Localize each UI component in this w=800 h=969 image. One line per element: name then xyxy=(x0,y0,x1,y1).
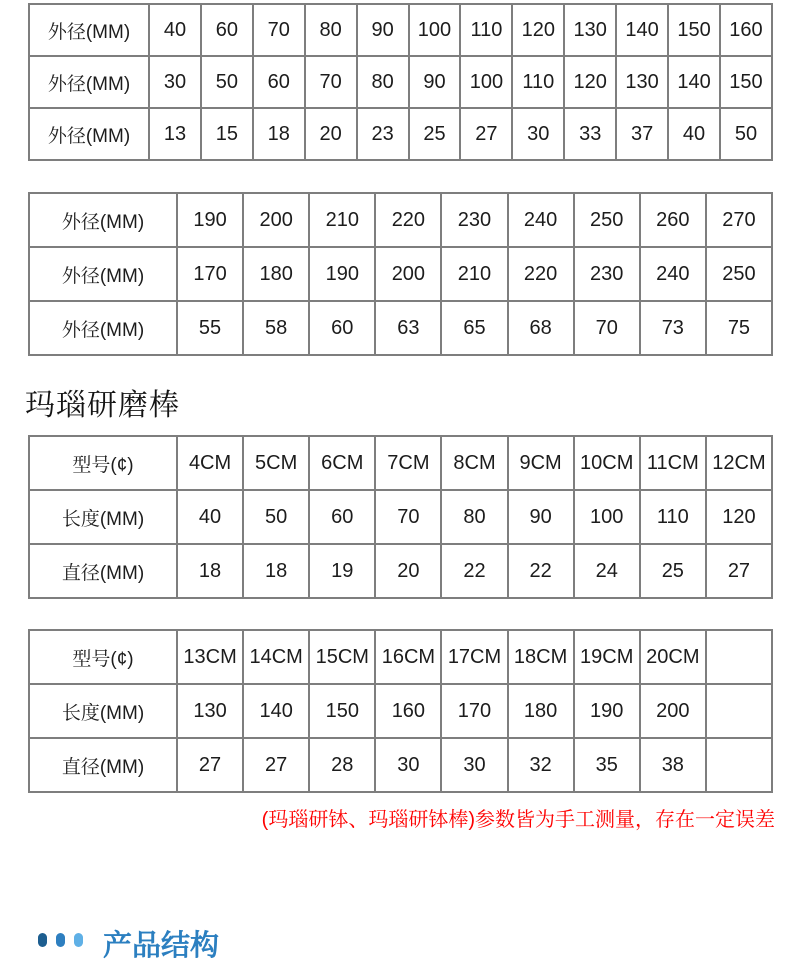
value-cell: 70 xyxy=(253,4,305,56)
pestle-size-table-1 xyxy=(28,435,773,599)
value-cell: 70 xyxy=(375,490,441,544)
row-header-cell: 长度(MM) xyxy=(29,490,177,544)
row-header-cell: 外径(MM) xyxy=(29,108,149,160)
value-cell: 200 xyxy=(640,684,706,738)
row-header-cell: 长度(MM) xyxy=(29,684,177,738)
value-cell: 60 xyxy=(309,301,375,355)
value-cell: 8CM xyxy=(441,436,507,490)
value-cell: 190 xyxy=(309,247,375,301)
value-cell: 60 xyxy=(309,490,375,544)
value-cell: 140 xyxy=(243,684,309,738)
value-cell: 70 xyxy=(305,56,357,108)
value-cell: 7CM xyxy=(375,436,441,490)
table-row xyxy=(29,684,772,738)
value-cell: 15 xyxy=(201,108,253,160)
value-cell: 75 xyxy=(706,301,772,355)
value-cell: 130 xyxy=(564,4,616,56)
table-row xyxy=(29,301,772,355)
value-cell: 58 xyxy=(243,301,309,355)
value-cell: 19CM xyxy=(574,630,640,684)
value-cell: 150 xyxy=(720,56,772,108)
value-cell: 120 xyxy=(564,56,616,108)
value-cell: 6CM xyxy=(309,436,375,490)
value-cell: 33 xyxy=(564,108,616,160)
row-header-cell: 外径(MM) xyxy=(29,247,177,301)
row-header-cell: 外径(MM) xyxy=(29,301,177,355)
value-cell: 11CM xyxy=(640,436,706,490)
value-cell: 210 xyxy=(441,247,507,301)
value-cell: 150 xyxy=(309,684,375,738)
value-cell: 32 xyxy=(508,738,574,792)
value-cell xyxy=(706,684,772,738)
value-cell: 270 xyxy=(706,193,772,247)
mortar-size-table-1 xyxy=(28,3,773,161)
row-header-cell: 外径(MM) xyxy=(29,56,149,108)
value-cell: 110 xyxy=(460,4,512,56)
value-cell: 90 xyxy=(508,490,574,544)
value-cell: 50 xyxy=(243,490,309,544)
table-row xyxy=(29,436,772,490)
value-cell: 13 xyxy=(149,108,201,160)
value-cell: 22 xyxy=(508,544,574,598)
value-cell: 190 xyxy=(177,193,243,247)
value-cell xyxy=(706,630,772,684)
value-cell: 140 xyxy=(616,4,668,56)
value-cell: 24 xyxy=(574,544,640,598)
value-cell: 100 xyxy=(409,4,461,56)
value-cell: 160 xyxy=(375,684,441,738)
value-cell xyxy=(706,738,772,792)
value-cell: 40 xyxy=(668,108,720,160)
value-cell: 65 xyxy=(441,301,507,355)
dot-icon xyxy=(38,933,47,947)
value-cell: 55 xyxy=(177,301,243,355)
value-cell: 27 xyxy=(243,738,309,792)
value-cell: 250 xyxy=(574,193,640,247)
table-row xyxy=(29,4,772,56)
value-cell: 63 xyxy=(375,301,441,355)
value-cell: 90 xyxy=(409,56,461,108)
table-row xyxy=(29,193,772,247)
value-cell: 28 xyxy=(309,738,375,792)
measurement-note: (玛瑙研钵、玛瑙研钵棒)参数皆为手工测量，存在一定误差 xyxy=(261,809,775,831)
value-cell: 200 xyxy=(375,247,441,301)
value-cell: 9CM xyxy=(508,436,574,490)
section-footer xyxy=(0,929,800,969)
value-cell: 27 xyxy=(177,738,243,792)
value-cell: 60 xyxy=(253,56,305,108)
value-cell: 4CM xyxy=(177,436,243,490)
table-row xyxy=(29,247,772,301)
value-cell: 230 xyxy=(574,247,640,301)
value-cell: 100 xyxy=(460,56,512,108)
value-cell: 20CM xyxy=(640,630,706,684)
row-header-cell: 直径(MM) xyxy=(29,738,177,792)
value-cell: 22 xyxy=(441,544,507,598)
value-cell: 14CM xyxy=(243,630,309,684)
value-cell: 80 xyxy=(305,4,357,56)
row-header-cell: 外径(MM) xyxy=(29,4,149,56)
value-cell: 25 xyxy=(409,108,461,160)
dot-icon xyxy=(74,933,83,947)
value-cell: 90 xyxy=(357,4,409,56)
value-cell: 30 xyxy=(149,56,201,108)
value-cell: 10CM xyxy=(574,436,640,490)
row-header-cell: 型号(¢) xyxy=(29,630,177,684)
value-cell: 230 xyxy=(441,193,507,247)
value-cell: 17CM xyxy=(441,630,507,684)
value-cell: 68 xyxy=(508,301,574,355)
table-row xyxy=(29,56,772,108)
value-cell: 16CM xyxy=(375,630,441,684)
value-cell: 18CM xyxy=(508,630,574,684)
section-heading-pestle: 玛瑙研磨棒 xyxy=(25,389,180,422)
value-cell: 180 xyxy=(508,684,574,738)
value-cell: 12CM xyxy=(706,436,772,490)
section-footer-title: 产品结构 xyxy=(103,930,220,962)
value-cell: 120 xyxy=(512,4,564,56)
value-cell: 200 xyxy=(243,193,309,247)
value-cell: 150 xyxy=(668,4,720,56)
value-cell: 120 xyxy=(706,490,772,544)
value-cell: 50 xyxy=(201,56,253,108)
table-row xyxy=(29,490,772,544)
value-cell: 110 xyxy=(640,490,706,544)
value-cell: 23 xyxy=(357,108,409,160)
row-header-cell: 型号(¢) xyxy=(29,436,177,490)
value-cell: 210 xyxy=(309,193,375,247)
value-cell: 38 xyxy=(640,738,706,792)
value-cell: 18 xyxy=(243,544,309,598)
pestle-size-table-2 xyxy=(28,629,773,793)
value-cell: 170 xyxy=(441,684,507,738)
value-cell: 240 xyxy=(640,247,706,301)
value-cell: 5CM xyxy=(243,436,309,490)
value-cell: 15CM xyxy=(309,630,375,684)
table-row xyxy=(29,738,772,792)
value-cell: 27 xyxy=(460,108,512,160)
value-cell: 25 xyxy=(640,544,706,598)
dot-icon xyxy=(56,933,65,947)
value-cell: 260 xyxy=(640,193,706,247)
value-cell: 80 xyxy=(441,490,507,544)
value-cell: 170 xyxy=(177,247,243,301)
table-row xyxy=(29,630,772,684)
table-row xyxy=(29,108,772,160)
value-cell: 180 xyxy=(243,247,309,301)
value-cell: 20 xyxy=(305,108,357,160)
value-cell: 40 xyxy=(149,4,201,56)
value-cell: 70 xyxy=(574,301,640,355)
row-header-cell: 直径(MM) xyxy=(29,544,177,598)
value-cell: 110 xyxy=(512,56,564,108)
value-cell: 37 xyxy=(616,108,668,160)
value-cell: 240 xyxy=(508,193,574,247)
value-cell: 30 xyxy=(441,738,507,792)
value-cell: 80 xyxy=(357,56,409,108)
value-cell: 18 xyxy=(177,544,243,598)
value-cell: 250 xyxy=(706,247,772,301)
value-cell: 50 xyxy=(720,108,772,160)
value-cell: 30 xyxy=(375,738,441,792)
value-cell: 30 xyxy=(512,108,564,160)
row-header-cell: 外径(MM) xyxy=(29,193,177,247)
value-cell: 20 xyxy=(375,544,441,598)
table-row xyxy=(29,544,772,598)
mortar-size-table-2 xyxy=(28,192,773,356)
value-cell: 35 xyxy=(574,738,640,792)
value-cell: 220 xyxy=(508,247,574,301)
value-cell: 60 xyxy=(201,4,253,56)
value-cell: 190 xyxy=(574,684,640,738)
value-cell: 27 xyxy=(706,544,772,598)
value-cell: 40 xyxy=(177,490,243,544)
value-cell: 160 xyxy=(720,4,772,56)
value-cell: 19 xyxy=(309,544,375,598)
value-cell: 140 xyxy=(668,56,720,108)
value-cell: 220 xyxy=(375,193,441,247)
value-cell: 18 xyxy=(253,108,305,160)
value-cell: 130 xyxy=(616,56,668,108)
value-cell: 100 xyxy=(574,490,640,544)
value-cell: 130 xyxy=(177,684,243,738)
product-spec-page xyxy=(0,3,800,962)
value-cell: 13CM xyxy=(177,630,243,684)
value-cell: 73 xyxy=(640,301,706,355)
